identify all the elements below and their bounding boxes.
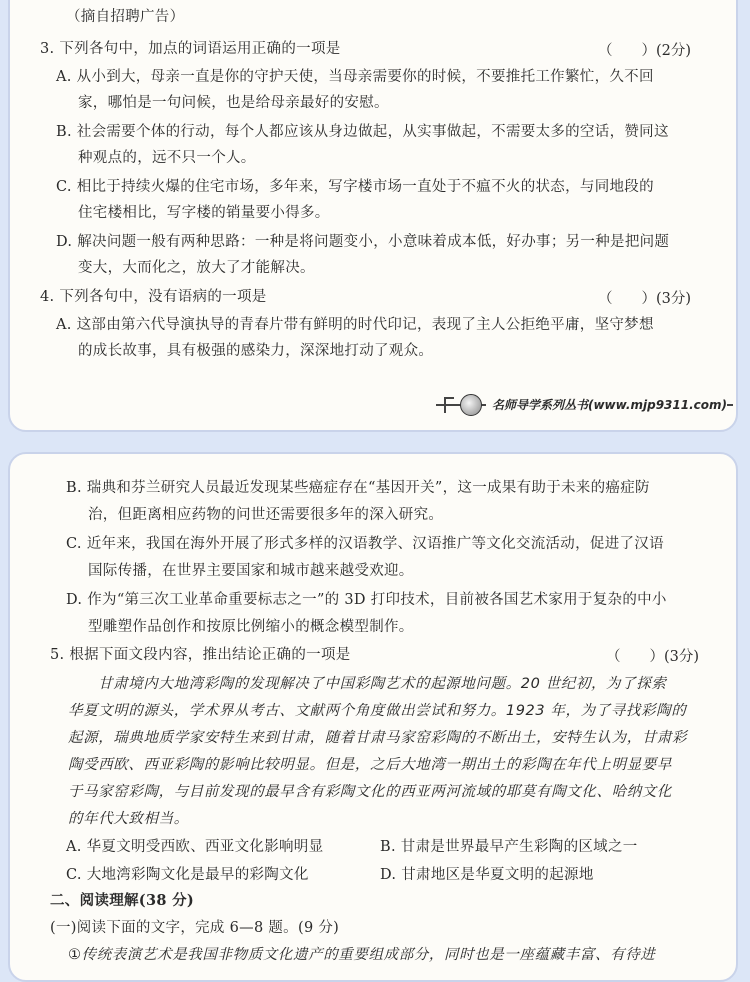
q3-option-a-line2: 家，哪怕是一句问候，也是给母亲最好的安慰。 <box>78 95 389 111</box>
series-bracket-icon <box>444 397 454 413</box>
q4-option-a-line1: A. 这部由第六代导演执导的青春片带有鲜明的时代印记，表现了主人公拒绝平庸，坚守梦想 <box>56 317 654 333</box>
q4-stem: 4. 下列各句中，没有语病的一项是 <box>40 289 267 305</box>
q3-option-c-line2: 住宅楼相比，写字楼的销量要小得多。 <box>78 205 330 221</box>
q4-option-d-line1: D. 作为“第三次工业革命重要标志之一”的 3D 打印技术，目前被各国艺术家用于复杂的中小 <box>66 592 667 608</box>
q4-option-d-line2: 型雕塑作品创作和按原比例缩小的概念模型制作。 <box>88 619 414 635</box>
q3-option-d-line1: D. 解决问题一般有两种思路：一种是将问题变小，小意味着成本低，好办事；另一种是把问题 <box>56 234 670 250</box>
q4-option-b-line2: 治，但距离相应药物的问世还需要很多年的深入研究。 <box>88 507 444 523</box>
q5-passage-line1: 甘肃境内大地湾彩陶的发现解决了中国彩陶艺术的起源地问题。20 世纪初，为了探索 <box>98 676 667 692</box>
q5-option-c: C. 大地湾彩陶文化是最早的彩陶文化 <box>66 867 309 883</box>
page-card-top <box>8 0 738 432</box>
section2-subtitle: (一)阅读下面的文字，完成 6—8 题。(9 分) <box>50 920 340 936</box>
series-label: 名师导学系列丛书(www.mjp9311.com) <box>486 396 727 413</box>
q5-option-d: D. 甘肃地区是华夏文明的起源地 <box>380 867 594 883</box>
q5-option-b: B. 甘肃是世界最早产生彩陶的区域之一 <box>380 839 638 855</box>
q3-score: （ ）(2分) <box>598 43 692 59</box>
source-note: （摘自招聘广告） <box>66 9 185 25</box>
q5-stem: 5. 根据下面文段内容，推出结论正确的一项是 <box>50 647 351 663</box>
q3-option-a-line1: A. 从小到大，母亲一直是你的守护天使，当母亲需要你的时候，不要推托工作繁忙，久不回 <box>56 69 654 85</box>
page-card-bottom <box>8 452 738 982</box>
section2-passage-line1: ①传统表演艺术是我国非物质文化遗产的重要组成部分，同时也是一座蕴藏丰富、有待进 <box>68 947 656 963</box>
q4-option-c-line2: 国际传播，在世界主要国家和城市越来越受欢迎。 <box>88 563 414 579</box>
q4-option-c-line1: C. 近年来，我国在海外开展了形式多样的汉语教学、汉语推广等文化交流活动，促进了汉语 <box>66 536 664 552</box>
q5-passage-line4: 陶受西欧、西亚彩陶的影响比较明显。但是，之后大地湾一期出土的彩陶在年代上明显要早 <box>68 757 672 773</box>
section2-title: 二、阅读理解(38 分) <box>50 892 195 909</box>
q5-passage-line6: 的年代大致相当。 <box>68 811 189 827</box>
q5-score: （ ）(3分) <box>606 649 700 665</box>
series-globe-icon <box>460 394 482 416</box>
q5-passage-line2: 华夏文明的源头，学术界从考古、文献两个角度做出尝试和努力。1923 年，为了寻找彩陶的 <box>68 703 687 719</box>
series-footer <box>436 393 733 417</box>
q3-option-d-line2: 变大，大而化之，放大了才能解决。 <box>78 260 315 276</box>
q5-option-a: A. 华夏文明受西欧、西亚文化影响明显 <box>66 839 324 855</box>
q3-option-b-line1: B. 社会需要个体的行动，每个人都应该从身边做起，从实事做起，不需要太多的空话，赞同这 <box>56 124 669 140</box>
q5-passage-line5: 于马家窑彩陶，与目前发现的最早含有彩陶文化的西亚两河流域的耶莫有陶文化、哈纳文化 <box>68 784 672 800</box>
q4-option-a-line2: 的成长故事，具有极强的感染力，深深地打动了观众。 <box>78 343 434 359</box>
q4-option-b-line1: B. 瑞典和芬兰研究人员最近发现某些癌症存在“基因开关”，这一成果有助于未来的癌症防 <box>66 480 650 496</box>
q3-option-c-line1: C. 相比于持续火爆的住宅市场，多年来，写字楼市场一直处于不瘟不火的状态，与同地段的 <box>56 179 654 195</box>
q5-passage-line3: 起源，瑞典地质学家安特生来到甘肃，随着甘肃马家窑彩陶的不断出土，安特生认为，甘肃彩 <box>68 730 688 746</box>
q3-option-b-line2: 种观点的，远不只一个人。 <box>78 150 256 166</box>
q4-score: （ ）(3分) <box>598 291 692 307</box>
q3-stem: 3. 下列各句中，加点的词语运用正确的一项是 <box>40 41 341 57</box>
